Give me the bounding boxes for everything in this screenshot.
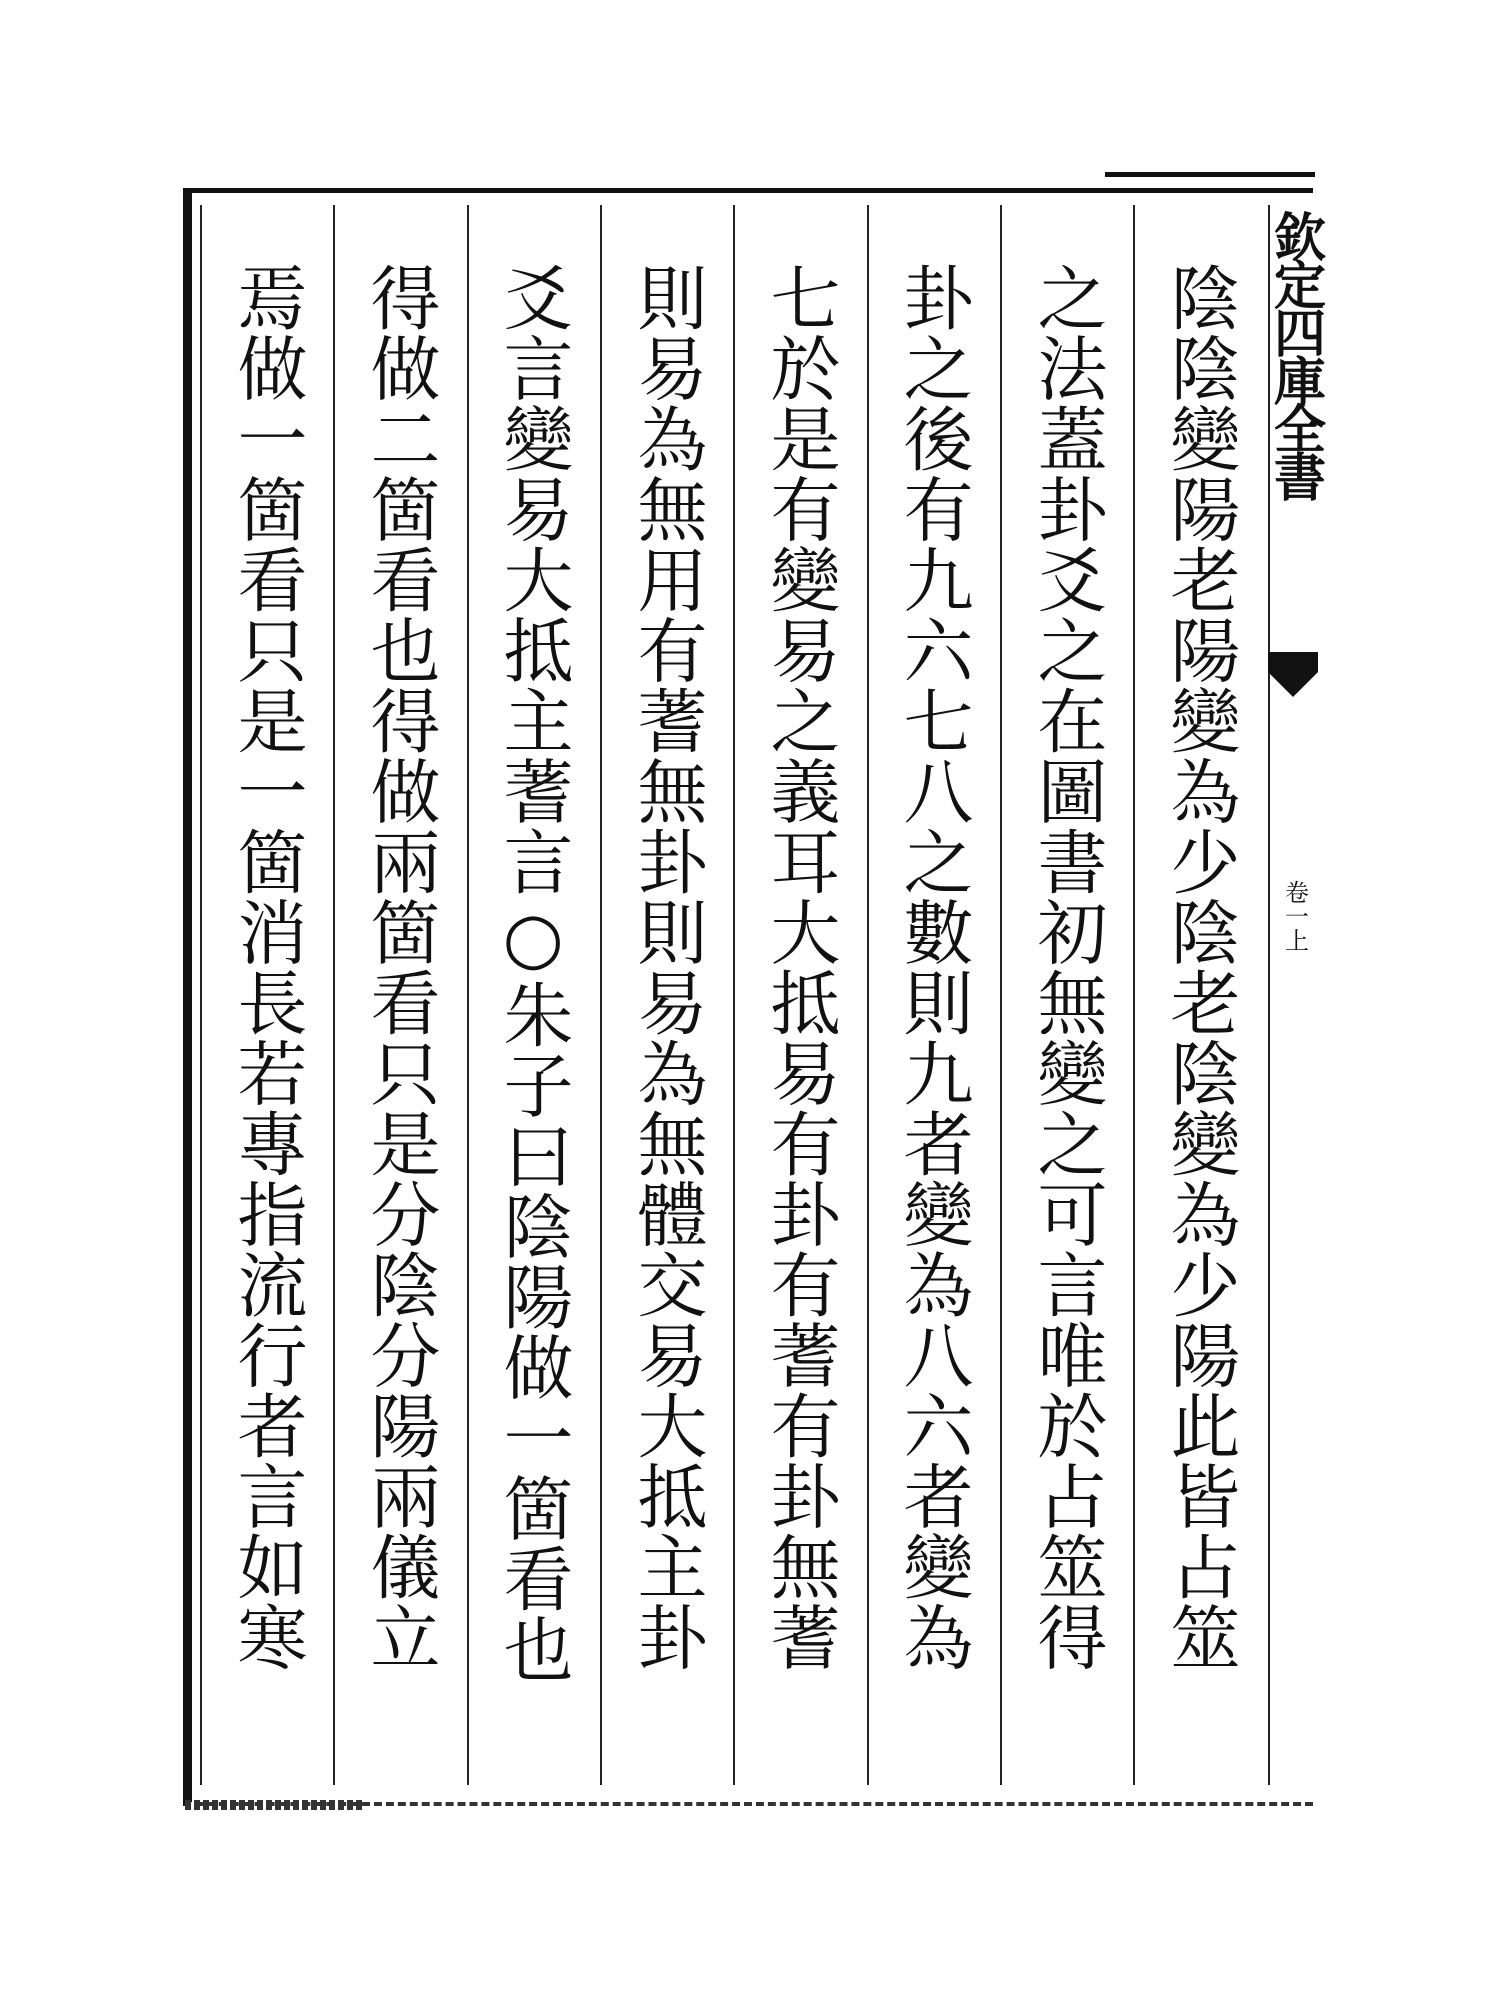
column-divider [200, 205, 202, 1785]
column-divider [600, 205, 602, 1785]
column-divider [733, 205, 735, 1785]
text-column-6: 爻言變易大抵主蓍言○朱子曰陰陽做一箇看也 [492, 262, 574, 1684]
column-divider [467, 205, 469, 1785]
volume-label: 卷一上 [1280, 880, 1309, 952]
print-smudge [185, 1800, 365, 1810]
text-column-4: 七於是有變易之義耳大抵易有卦有蓍有卦無蓍 [759, 262, 841, 1672]
text-column-8: 焉做一箇看只是一箇消長若專指流行者言如寒 [226, 262, 308, 1672]
text-column-3: 卦之後有九六七八之數則九者變為八六者變為 [892, 262, 974, 1672]
text-column-2: 之法蓋卦爻之在圖書初無變之可言唯於占筮得 [1026, 262, 1108, 1672]
text-column-1: 陰陰變陽老陽變為少陰老陰變為少陽此皆占筮 [1159, 262, 1241, 1672]
top-border-segment [1105, 172, 1315, 177]
text-column-5: 則易為無用有蓍無卦則易為無體交易大抵主卦 [626, 262, 708, 1672]
fish-tail-mark [1268, 652, 1318, 712]
column-divider [867, 205, 869, 1785]
column-divider [1000, 205, 1002, 1785]
book-title: 欽定四庫全書 [1264, 210, 1326, 498]
column-divider [333, 205, 335, 1785]
text-column-7: 得做二箇看也得做兩箇看只是分陰分陽兩儀立 [359, 262, 441, 1672]
column-divider [1133, 205, 1135, 1785]
